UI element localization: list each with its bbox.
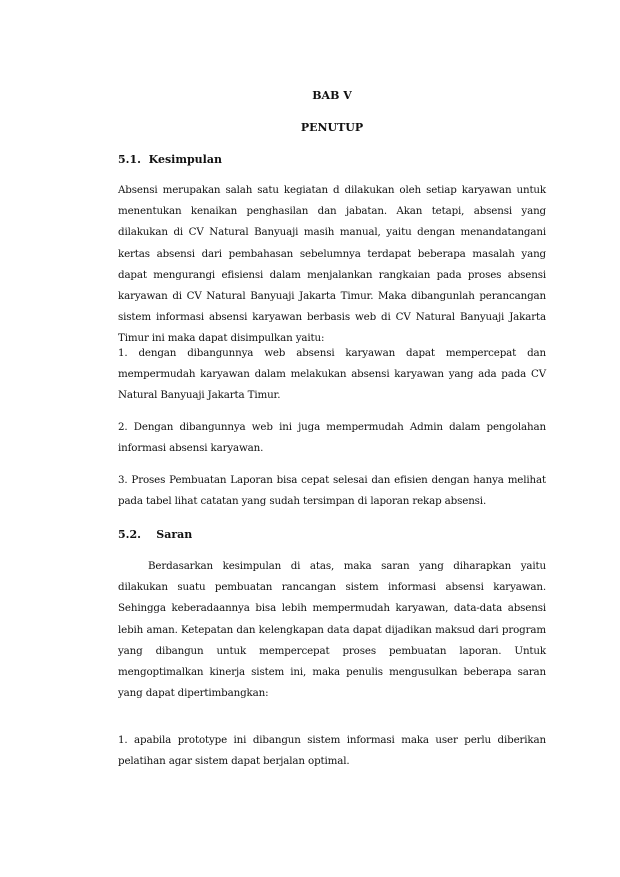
suggestion-point-1: 1. apabila prototype ini dibangun sistem informasi maka user perlu diberikan pelatihan agar sistem dapat berjalan optimal. [118,734,546,768]
section-heading-suggestion: 5.2. Saran [118,528,193,541]
chapter-number: BAB V [312,89,352,102]
conclusion-point-3: 3. Proses Pembuatan Laporan bisa cepat selesai dan efisien dengan hanya melihat pada tabel lihat catatan yang sudah tersimpan di laporan rekap absensi. [118,474,546,508]
conclusion-point-1: 1. dengan dibangunnya web absensi karyawan dapat mempercepat dan mempermudah karyawan dalam melakukan absensi karyawan yang ada pada CV Natural Banyuaji Jakarta Timur. [118,347,546,402]
conclusion-point-2: 2. Dengan dibangunnya web ini juga mempermudah Admin dalam pengolahan informasi absensi karyawan. [118,421,546,455]
section-heading-conclusion: 5.1. Kesimpulan [118,153,222,166]
conclusion-paragraph: Absensi merupakan salah satu kegiatan d dilakukan oleh setiap karyawan untuk menentukan kenaikan penghasilan dan jabatan. Akan tetapi, absensi yang dilakukan di CV Natural Banyuaji masih manual, yaitu dengan menandatangani kertas absensi dari pembahasan sebelumnya terdapat beberapa masalah yang dapat mengurangi efisiensi dalam menjalankan rangkaian pada proses absensi karyawan di CV Natural Banyuaji Jakarta Timur. Maka dibangunlah perancangan sistem informasi absensi karyawan berbasis web di CV Natural Banyuaji Jakarta Timur ini maka dapat disimpulkan yaitu: [118,184,546,345]
chapter-title: PENUTUP [300,121,364,134]
suggestion-paragraph: Berdasarkan kesimpulan di atas, maka saran yang diharapkan yaitu dilakukan suatu pembuatan rancangan sistem informasi absensi karyawan. Sehingga keberadaannya bisa lebih mempermudah karyawan, data-data absensi lebih aman. Ketepatan dan kelengkapan data dapat dijadikan maksud dari program yang dibangun untuk mempercepat proses pembuatan laporan. Untuk mengoptimalkan kinerja sistem ini, maka penulis mengusulkan beberapa saran yang dapat dipertimbangkan: [118,560,546,700]
